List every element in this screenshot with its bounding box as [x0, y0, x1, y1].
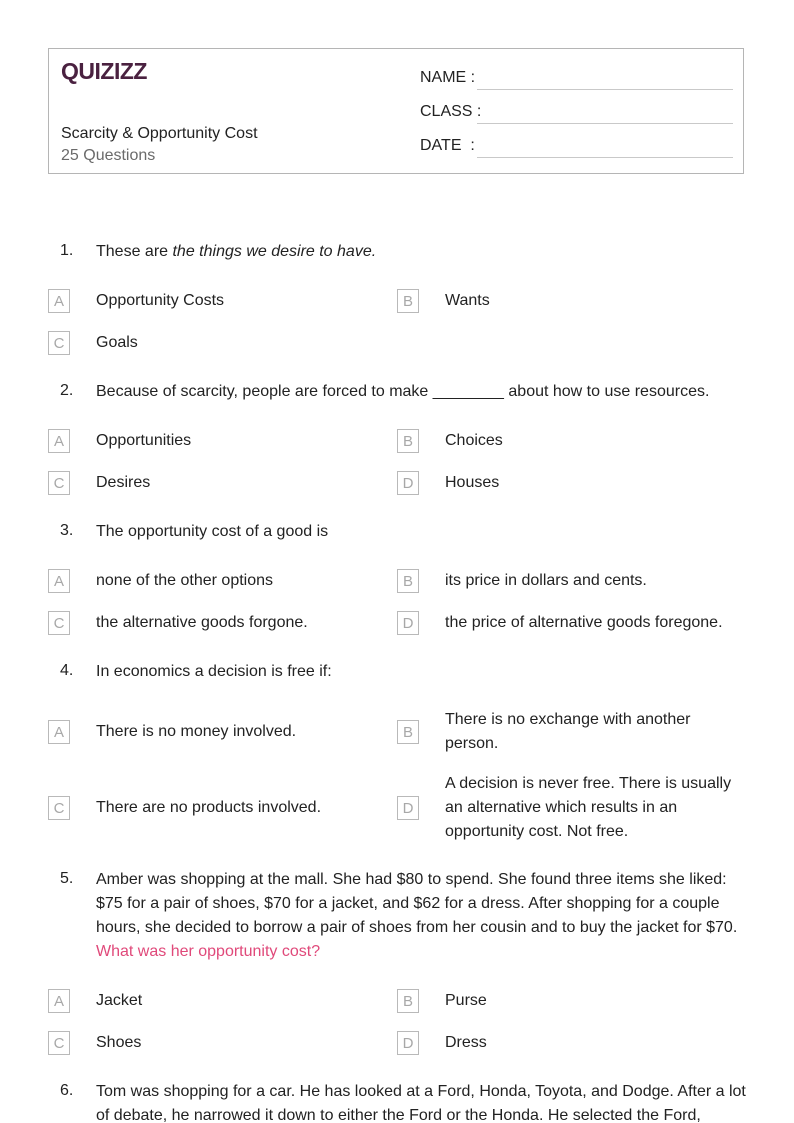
- option-text: Desires: [96, 474, 151, 491]
- date-label: DATE :: [420, 137, 475, 154]
- option-letter-box[interactable]: A: [48, 289, 70, 313]
- option-letter-box[interactable]: C: [48, 1031, 70, 1055]
- option-letter-box[interactable]: A: [48, 720, 70, 744]
- option-letter-box[interactable]: D: [397, 796, 419, 820]
- class-line[interactable]: [477, 123, 733, 124]
- question-text: Because of scarcity, people are forced to make ________ about how to use resources.: [96, 383, 710, 400]
- option-text: its price in dollars and cents.: [445, 572, 647, 589]
- question-text-italic: the things we desire to have.: [172, 243, 377, 260]
- date-line[interactable]: [477, 157, 733, 158]
- question-text: [96, 240, 746, 264]
- question-number: 3.: [60, 522, 74, 539]
- svg-text:QUIZIZZ: QUIZIZZ: [61, 58, 147, 84]
- option-letter-box[interactable]: B: [397, 429, 419, 453]
- quizizz-logo: [61, 57, 153, 87]
- worksheet-title: Scarcity & Opportunity Cost: [61, 125, 258, 142]
- question-count: 25 Questions: [61, 147, 156, 164]
- question-number: 1.: [60, 242, 74, 259]
- option-letter-box[interactable]: A: [48, 989, 70, 1013]
- question-text: Tom was shopping for a car. He has looked at a Ford, Honda, Toyota, and Dodge. After a lot of debate, he narrowed it down to either the Ford or the Honda. He selected the Ford,: [96, 1083, 746, 1123]
- option-letter-box[interactable]: C: [48, 611, 70, 635]
- option-text: Choices: [445, 432, 503, 449]
- option-text: the alternative goods forgone.: [96, 614, 308, 631]
- option-letter-box[interactable]: B: [397, 720, 419, 744]
- option-text: Houses: [445, 474, 500, 491]
- question-text-plain: These are: [96, 243, 173, 260]
- option-letter-box[interactable]: D: [397, 1031, 419, 1055]
- option-text: Wants: [445, 292, 490, 309]
- worksheet-header: [48, 48, 744, 174]
- question-text: In economics a decision is free if:: [96, 663, 332, 680]
- option-text: Jacket: [96, 992, 143, 1009]
- question-text: The opportunity cost of a good is: [96, 523, 329, 540]
- question-number: 4.: [60, 662, 74, 679]
- option-text: Opportunity Costs: [96, 292, 225, 309]
- question-number: 6.: [60, 1082, 74, 1099]
- option-text: none of the other options: [96, 572, 274, 589]
- question-number: 2.: [60, 382, 74, 399]
- option-letter-box[interactable]: C: [48, 331, 70, 355]
- option-letter-box[interactable]: A: [48, 569, 70, 593]
- option-text: There is no money involved.: [96, 723, 297, 740]
- name-line[interactable]: [477, 89, 733, 90]
- option-text: Goals: [96, 334, 138, 351]
- option-text: A decision is never free. There is usually an alternative which results in an opportunity cost. Not free.: [445, 775, 732, 840]
- option-letter-box[interactable]: C: [48, 796, 70, 820]
- option-text: There is no exchange with another person.: [445, 711, 691, 752]
- option-letter-box[interactable]: B: [397, 569, 419, 593]
- name-label: NAME :: [420, 69, 476, 86]
- option-letter-box[interactable]: A: [48, 429, 70, 453]
- option-text: the price of alternative goods foregone.: [445, 614, 723, 631]
- option-text: Shoes: [96, 1034, 142, 1051]
- question-highlight: What was her opportunity cost?: [96, 943, 321, 960]
- class-label: CLASS :: [420, 103, 482, 120]
- question-text-plain: Amber was shopping at the mall. She had $80 to spend. She found three items she liked: $75 for a pair of shoes, $70 for a jacket, and $62 for a dress. After shopping for a couple hours, she decided to borrow a pair of shoes from her cousin and to buy the jacket for $70.: [96, 871, 738, 936]
- option-letter-box[interactable]: B: [397, 989, 419, 1013]
- option-letter-box[interactable]: D: [397, 471, 419, 495]
- option-text: Purse: [445, 992, 487, 1009]
- option-letter-box[interactable]: B: [397, 289, 419, 313]
- question-number: 5.: [60, 870, 74, 887]
- option-letter-box[interactable]: C: [48, 471, 70, 495]
- option-text: Dress: [445, 1034, 487, 1051]
- option-letter-box[interactable]: D: [397, 611, 419, 635]
- option-text: There are no products involved.: [96, 799, 322, 816]
- question-text: [96, 868, 746, 964]
- option-text: Opportunities: [96, 432, 192, 449]
